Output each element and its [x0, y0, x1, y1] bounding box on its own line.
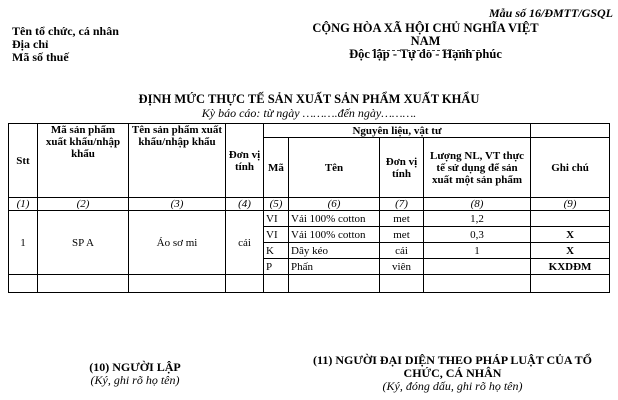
- material-name: Dây kéo: [289, 243, 380, 259]
- norm-table: [8, 123, 610, 293]
- material-note: X: [531, 227, 610, 243]
- col-number: (3): [129, 198, 226, 211]
- material-note: [531, 211, 610, 227]
- preparer-signature: [0, 361, 270, 387]
- material-code: VI: [264, 211, 289, 227]
- material-qty: 1,2: [424, 211, 531, 227]
- preparer-instruction: (Ký, ghi rõ họ tên): [90, 373, 180, 387]
- product-code: SP A: [38, 211, 129, 275]
- header-note: Ghi chú: [531, 138, 610, 198]
- material-qty: [424, 259, 531, 275]
- product-stt: 1: [9, 211, 38, 275]
- national-motto: Độc lập - Tự do - Hạnh phúc: [349, 47, 502, 61]
- national-header: [298, 22, 553, 61]
- empty-row: [9, 275, 610, 293]
- col-number: (8): [424, 198, 531, 211]
- material-unit: met: [380, 227, 424, 243]
- material-unit: met: [380, 211, 424, 227]
- material-note: KXDĐM: [531, 259, 610, 275]
- material-name: Vải 100% cotton: [289, 227, 380, 243]
- col-number: (7): [380, 198, 424, 211]
- representative-title-line2: CHỨC, CÁ NHÂN: [403, 366, 502, 380]
- org-name-label: Tên tổ chức, cá nhân: [12, 24, 119, 38]
- header-product-name: Tên sản phẩm xuất khẩu/nhập khẩu: [129, 124, 226, 198]
- col-number: (5): [264, 198, 289, 211]
- col-number: (1): [9, 198, 38, 211]
- header-materials-group: Nguyên liệu, vật tư: [264, 124, 531, 138]
- material-name: Phấn: [289, 259, 380, 275]
- header-material-code: Mã: [264, 138, 289, 198]
- representative-title-line1: (11) NGƯỜI ĐẠI DIỆN THEO PHÁP LUẬT CỦA TỔ: [313, 353, 592, 367]
- header-material-unit: Đơn vị tính: [380, 138, 424, 198]
- report-period: Kỳ báo cáo: từ ngày ……….đến ngày……….: [201, 106, 417, 120]
- material-code: P: [264, 259, 289, 275]
- material-name: Vải 100% cotton: [289, 211, 380, 227]
- header-material-name: Tên: [289, 138, 380, 198]
- organization-info: [12, 25, 119, 64]
- material-note: X: [531, 243, 610, 259]
- header-stt: Stt: [9, 124, 38, 198]
- header-row-1: [9, 124, 610, 138]
- header-separator: [372, 50, 480, 51]
- header-unit: Đơn vị tính: [226, 124, 264, 198]
- table-row: [9, 211, 610, 227]
- material-unit: viên: [380, 259, 424, 275]
- form-code: Mẫu số 16/ĐMTT/GSQL: [488, 6, 613, 20]
- national-title: CỘNG HÒA XÃ HỘI CHỦ NGHĨA VIỆT NAM: [312, 21, 539, 48]
- col-number: (6): [289, 198, 380, 211]
- product-unit: cái: [226, 211, 264, 275]
- col-number: (4): [226, 198, 264, 211]
- material-qty: 1: [424, 243, 531, 259]
- header-note-top: [531, 124, 610, 138]
- header-product-code: Mã sản phẩm xuất khẩu/nhập khẩu: [38, 124, 129, 198]
- legal-representative-signature: [300, 354, 605, 393]
- material-code: VI: [264, 227, 289, 243]
- col-number: (9): [531, 198, 610, 211]
- col-number: (2): [38, 198, 129, 211]
- document-title: ĐỊNH MỨC THỰC TẾ SẢN XUẤT SẢN PHẨM XUẤT KHẨU: [138, 92, 480, 106]
- column-number-row: [9, 198, 610, 211]
- preparer-title: (10) NGƯỜI LẬP: [89, 360, 181, 374]
- product-name: Áo sơ mi: [129, 211, 226, 275]
- org-address-label: Địa chỉ: [12, 37, 49, 51]
- material-qty: 0,3: [424, 227, 531, 243]
- org-tax-code-label: Mã số thuế: [12, 50, 69, 64]
- material-unit: cái: [380, 243, 424, 259]
- header-usage: Lượng NL, VT thực tế sử dụng để sản xuất một sản phẩm: [424, 138, 531, 198]
- material-code: K: [264, 243, 289, 259]
- representative-instruction: (Ký, đóng dấu, ghi rõ họ tên): [382, 379, 523, 393]
